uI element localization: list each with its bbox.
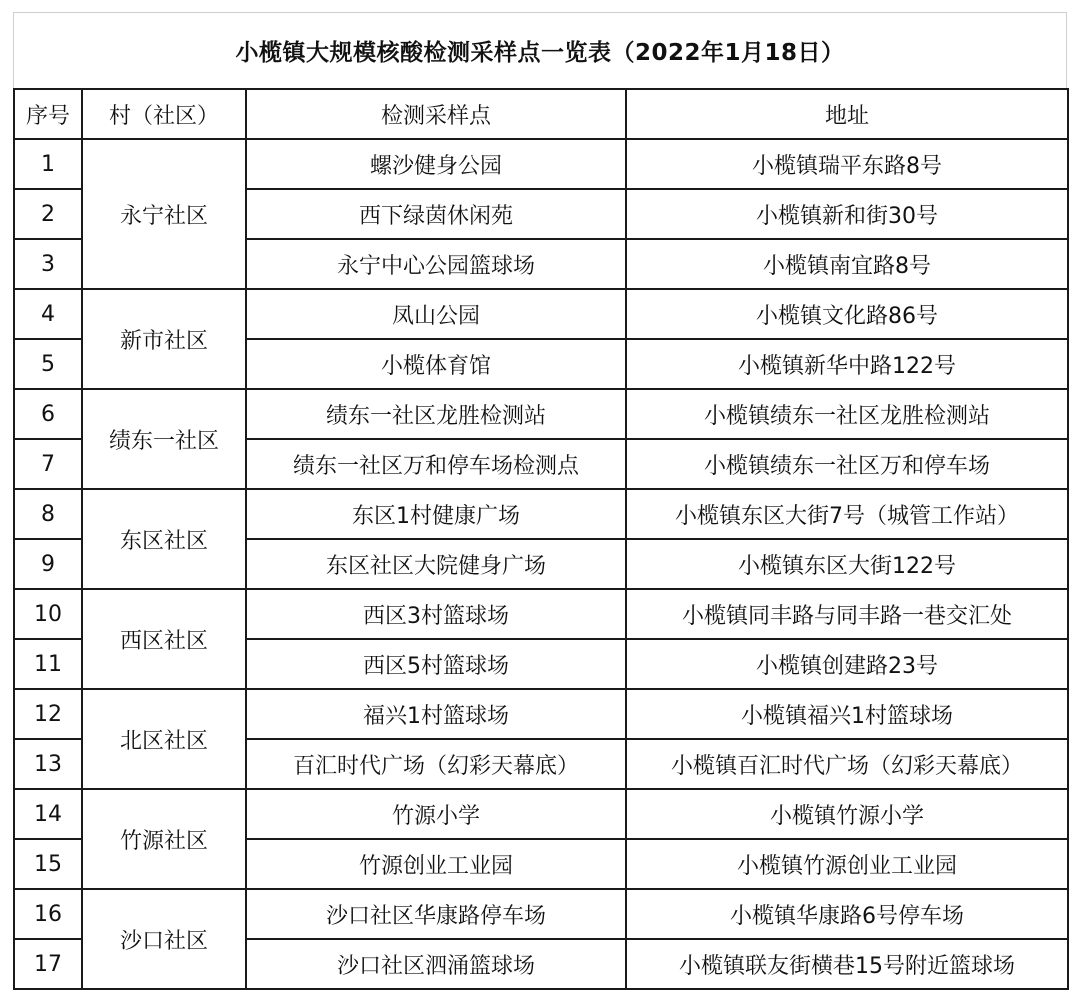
row-number: 10 (14, 589, 82, 639)
site-cell: 凤山公园 (246, 289, 626, 339)
table-row (14, 139, 1068, 189)
village-cell: 新市社区 (82, 289, 246, 389)
address-cell: 小榄镇竹源创业工业园 (626, 839, 1068, 889)
village-cell: 东区社区 (82, 489, 246, 589)
site-cell: 螺沙健身公园 (246, 139, 626, 189)
village-cell: 竹源社区 (82, 789, 246, 889)
site-cell: 东区1村健康广场 (246, 489, 626, 539)
row-number: 6 (14, 389, 82, 439)
address-cell: 小榄镇福兴1村篮球场 (626, 689, 1068, 739)
site-cell: 沙口社区华康路停车场 (246, 889, 626, 939)
row-number: 4 (14, 289, 82, 339)
address-cell: 小榄镇华康路6号停车场 (626, 889, 1068, 939)
row-number: 2 (14, 189, 82, 239)
header-address: 地址 (626, 89, 1068, 139)
site-cell: 东区社区大院健身广场 (246, 539, 626, 589)
site-cell: 永宁中心公园篮球场 (246, 239, 626, 289)
site-cell: 西下绿茵休闲苑 (246, 189, 626, 239)
address-cell: 小榄镇绩东一社区万和停车场 (626, 439, 1068, 489)
table-row (14, 589, 1068, 639)
table-row (14, 389, 1068, 439)
address-cell: 小榄镇东区大街7号（城管工作站） (626, 489, 1068, 539)
site-cell: 西区5村篮球场 (246, 639, 626, 689)
address-cell: 小榄镇百汇时代广场（幻彩天幕底） (626, 739, 1068, 789)
village-cell: 沙口社区 (82, 889, 246, 989)
header-site: 检测采样点 (246, 89, 626, 139)
sampling-sites-sheet (13, 12, 1067, 990)
address-cell: 小榄镇绩东一社区龙胜检测站 (626, 389, 1068, 439)
site-cell: 小榄体育馆 (246, 339, 626, 389)
table-row (14, 889, 1068, 939)
table-row (14, 489, 1068, 539)
row-number: 13 (14, 739, 82, 789)
address-cell: 小榄镇瑞平东路8号 (626, 139, 1068, 189)
row-number: 14 (14, 789, 82, 839)
table-row (14, 789, 1068, 839)
row-number: 7 (14, 439, 82, 489)
table-body (14, 139, 1068, 989)
address-cell: 小榄镇联友街横巷15号附近篮球场 (626, 939, 1068, 989)
address-cell: 小榄镇创建路23号 (626, 639, 1068, 689)
address-cell: 小榄镇南宜路8号 (626, 239, 1068, 289)
row-number: 8 (14, 489, 82, 539)
address-cell: 小榄镇文化路86号 (626, 289, 1068, 339)
site-cell: 福兴1村篮球场 (246, 689, 626, 739)
header-row (14, 89, 1068, 139)
address-cell: 小榄镇新和街30号 (626, 189, 1068, 239)
table-row (14, 689, 1068, 739)
village-cell: 绩东一社区 (82, 389, 246, 489)
row-number: 9 (14, 539, 82, 589)
village-cell: 西区社区 (82, 589, 246, 689)
header-village: 村（社区） (82, 89, 246, 139)
address-cell: 小榄镇同丰路与同丰路一巷交汇处 (626, 589, 1068, 639)
site-cell: 绩东一社区龙胜检测站 (246, 389, 626, 439)
address-cell: 小榄镇东区大街122号 (626, 539, 1068, 589)
site-cell: 绩东一社区万和停车场检测点 (246, 439, 626, 489)
address-cell: 小榄镇竹源小学 (626, 789, 1068, 839)
header-no: 序号 (14, 89, 82, 139)
row-number: 1 (14, 139, 82, 189)
table-row (14, 289, 1068, 339)
row-number: 16 (14, 889, 82, 939)
address-cell: 小榄镇新华中路122号 (626, 339, 1068, 389)
sampling-sites-table (13, 88, 1069, 990)
site-cell: 竹源小学 (246, 789, 626, 839)
row-number: 15 (14, 839, 82, 889)
site-cell: 竹源创业工业园 (246, 839, 626, 889)
site-cell: 西区3村篮球场 (246, 589, 626, 639)
table-title: 小榄镇大规模核酸检测采样点一览表（2022年1月18日） (13, 12, 1067, 88)
row-number: 3 (14, 239, 82, 289)
village-cell: 北区社区 (82, 689, 246, 789)
row-number: 11 (14, 639, 82, 689)
row-number: 17 (14, 939, 82, 989)
site-cell: 百汇时代广场（幻彩天幕底） (246, 739, 626, 789)
row-number: 12 (14, 689, 82, 739)
village-cell: 永宁社区 (82, 139, 246, 289)
site-cell: 沙口社区泗涌篮球场 (246, 939, 626, 989)
row-number: 5 (14, 339, 82, 389)
